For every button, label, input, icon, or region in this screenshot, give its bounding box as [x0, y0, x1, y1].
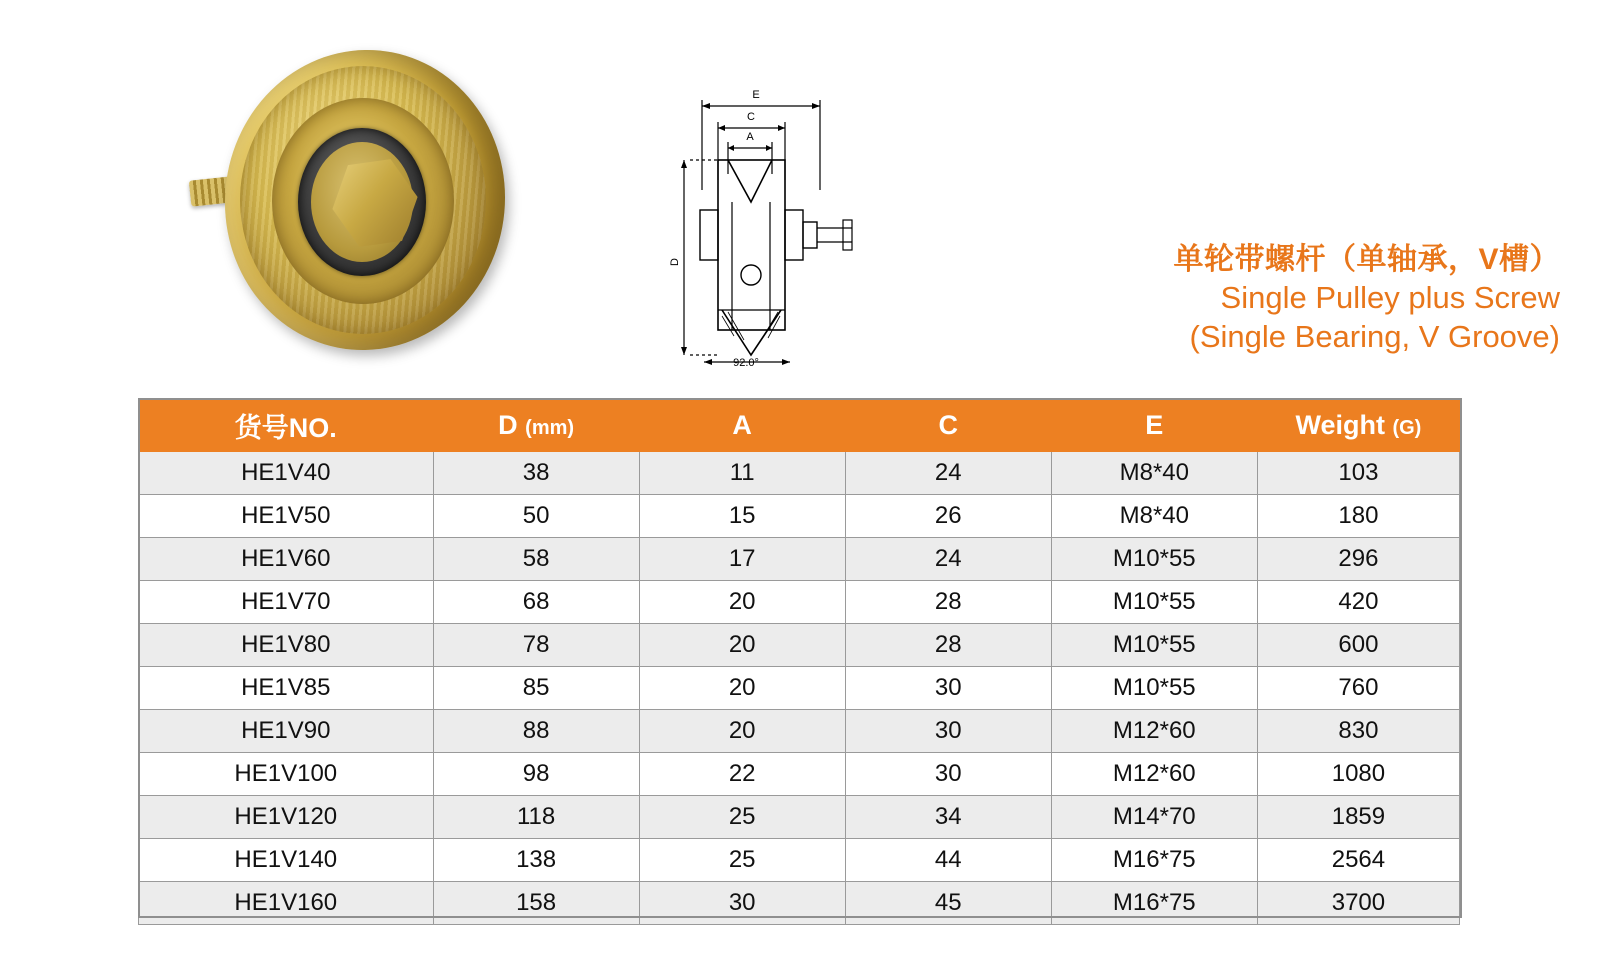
cell-e: M12*60: [1051, 753, 1257, 796]
cell-no: HE1V60: [139, 538, 434, 581]
product-title-cn: 单轮带螺杆（单轴承，V槽）: [1173, 243, 1560, 276]
drawing-label-c: C: [747, 111, 755, 123]
cell-no: HE1V80: [139, 624, 434, 667]
cell-weight: 103: [1257, 452, 1459, 495]
cell-no: HE1V40: [139, 452, 434, 495]
drawing-label-angle: 92.0°: [733, 357, 759, 369]
cell-weight: 1859: [1257, 796, 1459, 839]
cell-e: M8*40: [1051, 495, 1257, 538]
table-row: [139, 538, 1460, 581]
header-cell-c: [845, 399, 1051, 452]
product-title-en-line1: Single Pulley plus Screw: [1220, 280, 1560, 315]
header-label-no: 货号NO.: [234, 412, 337, 443]
cell-no: HE1V100: [139, 753, 434, 796]
cell-a: 20: [639, 667, 845, 710]
cell-c: 34: [845, 796, 1051, 839]
table-row: [139, 839, 1460, 882]
technical-drawing: [660, 70, 880, 370]
header-label-weight: Weight: [1295, 409, 1385, 440]
cell-d: 58: [433, 538, 639, 581]
header-label-d: D: [498, 409, 518, 440]
cell-d: 78: [433, 624, 639, 667]
cell-e: M10*55: [1051, 667, 1257, 710]
cell-a: 25: [639, 839, 845, 882]
header-label-e: E: [1145, 409, 1164, 440]
header-unit-d: (mm): [525, 416, 575, 439]
cell-weight: 3700: [1257, 882, 1459, 925]
cell-d: 138: [433, 839, 639, 882]
cell-e: M12*60: [1051, 710, 1257, 753]
header-row: [139, 399, 1460, 452]
cell-d: 158: [433, 882, 639, 925]
cell-d: 98: [433, 753, 639, 796]
drawing-label-d: D: [669, 258, 681, 266]
cell-e: M14*70: [1051, 796, 1257, 839]
cell-d: 68: [433, 581, 639, 624]
cell-a: 20: [639, 581, 845, 624]
cell-c: 28: [845, 624, 1051, 667]
cell-d: 38: [433, 452, 639, 495]
table-header: [139, 399, 1460, 452]
header-cell-a: [639, 399, 845, 452]
table-row: [139, 753, 1460, 796]
specification-table-wrapper: [138, 398, 1460, 925]
table-row: [139, 796, 1460, 839]
cell-weight: 1080: [1257, 753, 1459, 796]
cell-no: HE1V90: [139, 710, 434, 753]
table-row: [139, 710, 1460, 753]
drawing-label-e: E: [752, 89, 760, 101]
cell-c: 45: [845, 882, 1051, 925]
cell-c: 24: [845, 452, 1051, 495]
cell-c: 30: [845, 667, 1051, 710]
product-title-block: [920, 240, 1560, 357]
cell-no: HE1V160: [139, 882, 434, 925]
header-cell-no: [139, 399, 434, 452]
cell-weight: 830: [1257, 710, 1459, 753]
drawing-svg: [660, 70, 880, 370]
cell-e: M10*55: [1051, 624, 1257, 667]
cell-weight: 296: [1257, 538, 1459, 581]
table-row: [139, 882, 1460, 925]
table-row: [139, 452, 1460, 495]
cell-c: 30: [845, 710, 1051, 753]
header-cell-e: [1051, 399, 1257, 452]
drawing-label-a: A: [746, 131, 754, 143]
header-unit-weight: (G): [1392, 416, 1422, 439]
cell-c: 26: [845, 495, 1051, 538]
cell-d: 88: [433, 710, 639, 753]
cell-no: HE1V70: [139, 581, 434, 624]
table-row: [139, 667, 1460, 710]
cell-no: HE1V140: [139, 839, 434, 882]
header-label-c: C: [938, 409, 958, 440]
header-label-a: A: [732, 409, 752, 440]
product-title-en-line2: (Single Bearing, V Groove): [1189, 318, 1560, 354]
cell-d: 85: [433, 667, 639, 710]
table-row: [139, 581, 1460, 624]
cell-a: 30: [639, 882, 845, 925]
table-row: [139, 624, 1460, 667]
cell-a: 25: [639, 796, 845, 839]
header-area: [0, 0, 1600, 390]
cell-a: 17: [639, 538, 845, 581]
cell-a: 20: [639, 624, 845, 667]
cell-c: 28: [845, 581, 1051, 624]
product-photo: [180, 20, 540, 370]
cell-a: 11: [639, 452, 845, 495]
cell-weight: 600: [1257, 624, 1459, 667]
cell-e: M16*75: [1051, 839, 1257, 882]
cell-weight: 2564: [1257, 839, 1459, 882]
header-cell-weight: [1257, 399, 1459, 452]
cell-e: M8*40: [1051, 452, 1257, 495]
cell-c: 24: [845, 538, 1051, 581]
cell-a: 22: [639, 753, 845, 796]
cell-c: 30: [845, 753, 1051, 796]
cell-no: HE1V85: [139, 667, 434, 710]
cell-no: HE1V120: [139, 796, 434, 839]
cell-e: M10*55: [1051, 538, 1257, 581]
specification-table: [138, 398, 1460, 925]
cell-weight: 180: [1257, 495, 1459, 538]
cell-a: 15: [639, 495, 845, 538]
cell-e: M16*75: [1051, 882, 1257, 925]
cell-e: M10*55: [1051, 581, 1257, 624]
cell-no: HE1V50: [139, 495, 434, 538]
table-body: [139, 452, 1460, 925]
header-cell-d: [433, 399, 639, 452]
cell-a: 20: [639, 710, 845, 753]
cell-d: 50: [433, 495, 639, 538]
table-row: [139, 495, 1460, 538]
cell-weight: 760: [1257, 667, 1459, 710]
cell-d: 118: [433, 796, 639, 839]
cell-weight: 420: [1257, 581, 1459, 624]
cell-c: 44: [845, 839, 1051, 882]
